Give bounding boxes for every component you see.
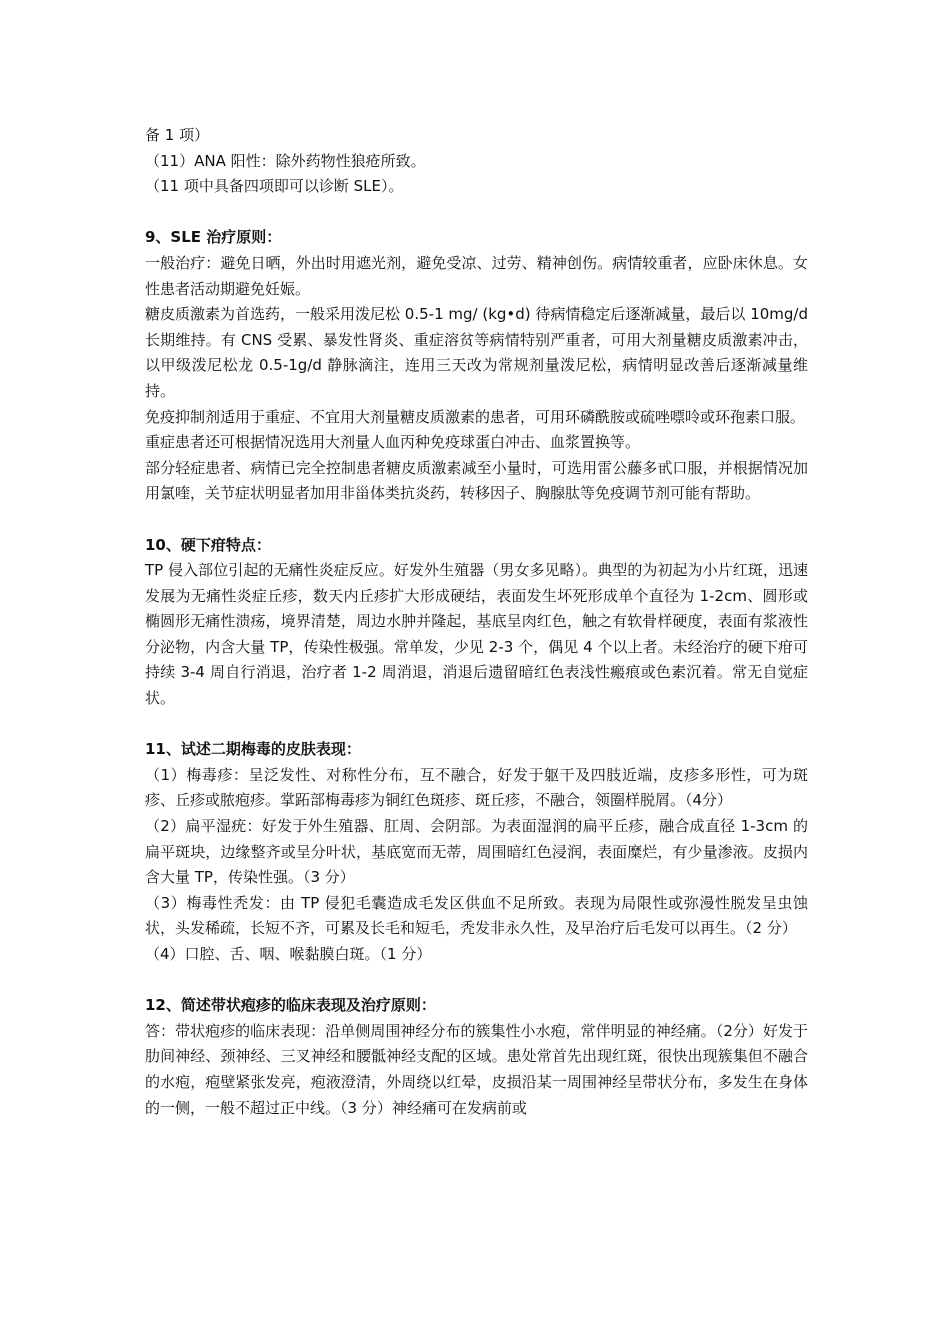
section-12-paragraph: 答：带状疱疹的临床表现：沿单侧周围神经分布的簇集性小水疱，常伴明显的神经痛。（2分）好发于肋间神经、颈神经、三叉神经和腰骶神经支配的区域。患处常首先出现红斑，很快出现簇集但不融合的水疱，疱壁紧张发亮，疱液澄清，外周绕以红晕，皮损沿某一周围神经呈带状分布，多发生在身体的一侧，一般不超过正中线。（3 分）神经痛可在发病前或 — [145, 1021, 808, 1117]
section-9-paragraph: 一般治疗：避免日晒，外出时用遮光剂，避免受凉、过劳、精神创伤。病情较重者，应卧床休息。女性患者活动期避免妊娠。 — [145, 253, 808, 298]
spacer — [145, 968, 808, 994]
section-9-paragraph: 免疫抑制剂适用于重症、不宜用大剂量糖皮质激素的患者，可用环磷酰胺或硫唑嘌呤或环孢素口服。 — [145, 407, 806, 426]
section-9-paragraph: 重症患者还可根据情况选用大剂量人血丙种免疫球蛋白冲击、血浆置换等。 — [145, 433, 641, 452]
spacer — [145, 507, 808, 533]
section-10-title: 10、硬下疳特点： — [145, 535, 271, 554]
intro-line-3: （11 项中具备四项即可以诊断 SLE）。 — [145, 177, 404, 196]
section-9-title: 9、SLE 治疗原则： — [145, 228, 282, 247]
section-12-title: 12、简述带状疱疹的临床表现及治疗原则： — [145, 996, 436, 1015]
section-9-paragraph: 糖皮质激素为首选药，一般采用泼尼松 0.5-1 mg/ (kg•d) 待病情稳定后逐渐减量，最后以 10mg/d 长期维持。有 CNS 受累、暴发性肾炎、重症溶贫等病情特别严重者，可用大剂量糖皮质激素冲击，以甲级泼尼松龙 0.5-1g/d 静脉滴注，连用三天改为常规剂量泼尼松，病情明显改善后逐渐减量维持。 — [145, 305, 808, 400]
section-11-paragraph: （2）扁平湿疣：好发于外生殖器、肛周、会阴部。为表面湿润的扁平丘疹，融合成直径 1-3cm 的扁平斑块，边缘整齐或呈分叶状，基底宽而无蒂，周围暗红色浸润，表面糜烂，有少量渗液。皮损内含大量 TP，传染性强。（3 分） — [145, 817, 808, 887]
intro-line-2: （11）ANA 阳性：除外药物性狼疮所致。 — [145, 151, 426, 170]
section-11-paragraph: （4）口腔、舌、咽、喉黏膜白斑。（1 分） — [145, 945, 432, 963]
spacer — [145, 200, 808, 226]
section-11-paragraph: （3）梅毒性秃发：由 TP 侵犯毛囊造成毛发区供血不足所致。表现为局限性或弥漫性脱发呈虫蚀状，头发稀疏，长短不齐，可累及长毛和短毛，秃发非永久性，及早治疗后毛发可以再生。（2 分） — [145, 893, 808, 938]
intro-line-1: 备 1 项） — [145, 126, 210, 144]
section-11-title: 11、试述二期梅毒的皮肤表现： — [145, 740, 361, 759]
section-10-paragraph: TP 侵入部位引起的无痛性炎症反应。好发外生殖器（男女多见略）。典型的为初起为小片红斑，迅速发展为无痛性炎症丘疹，数天内丘疹扩大形成硬结，表面发生坏死形成单个直径为 1-2cm、圆形或椭圆形无痛性溃疡，境界清楚，周边水肿并隆起，基底呈肉红色，触之有软骨样硬度，表面有浆液性分泌物，内含大量 TP，传染性极强。常单发，少见 2-3 个，偶见 4 个以上者。未经治疗的硬下疳可持续 3-4 周自行消退，治疗者 1-2 周消退，消退后遗留暗红色表浅性瘢痕或色素沉着。常无自觉症状。 — [145, 561, 808, 708]
document-page — [145, 123, 808, 1121]
section-11-paragraph: （1）梅毒疹：呈泛发性、对称性分布，互不融合，好发于躯干及四肢近端，皮疹多形性，可为斑疹、丘疹或脓疱疹。掌跖部梅毒疹为铜红色斑疹、斑丘疹，不融合，领圈样脱屑。（4分） — [145, 765, 808, 810]
section-9-paragraph: 部分轻症患者、病情已完全控制患者糖皮质激素减至小量时，可选用雷公藤多甙口服，并根据情况加用氯喹，关节症状明显者加用非甾体类抗炎药，转移因子、胸腺肽等免疫调节剂可能有帮助。 — [145, 458, 808, 503]
spacer — [145, 712, 808, 738]
